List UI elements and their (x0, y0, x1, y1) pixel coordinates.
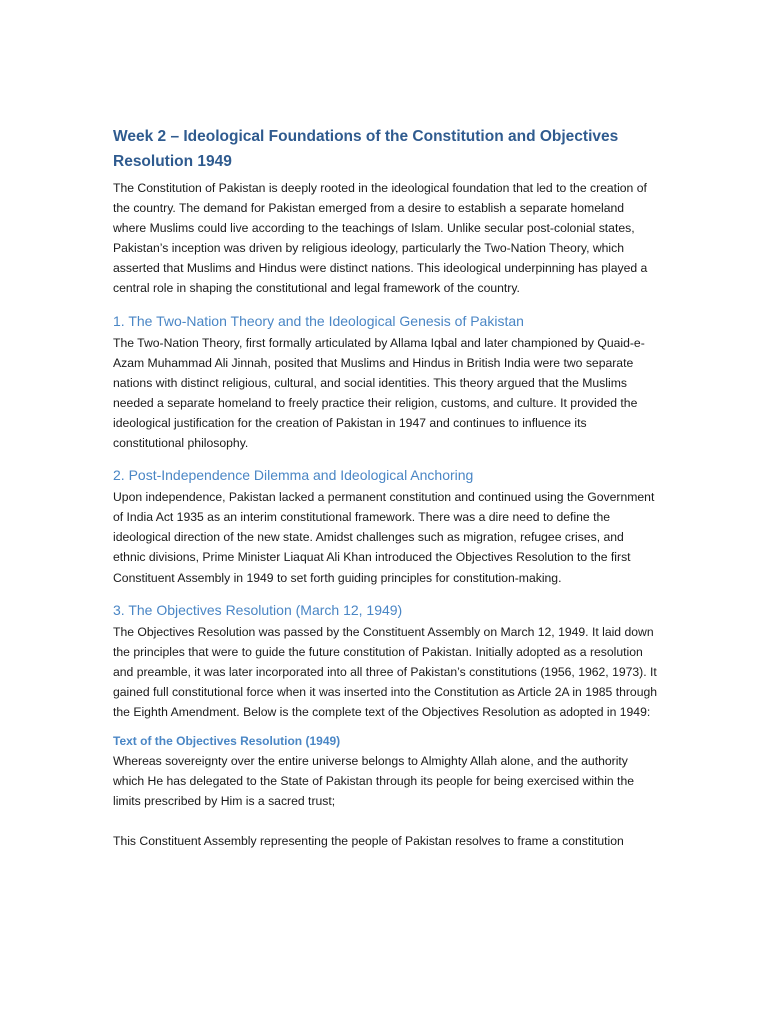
resolution-paragraph-2: This Constituent Assembly representing the people of Pakistan resolves to frame a constitution (113, 834, 624, 849)
resolution-text-subheading: Text of the Objectives Resolution (1949) (113, 734, 341, 749)
section-heading-post-independence: 2. Post-Independence Dilemma and Ideological Anchoring (113, 467, 474, 484)
section-body-post-independence: Upon independence, Pakistan lacked a permanent constitution and continued using the Government of India Act 1935 as an interim constitutional framework. There was a dire need to define the ideological direction of the new state. Amidst challenges such as migration, refugee crises, and ethnic divisions, Prime Minister Liaquat Ali Khan introduced the Objectives Resolution to the first Constituent Assembly in 1949 to set forth guiding principles for constitution-making. (113, 490, 655, 585)
section-body-objectives-resolution: The Objectives Resolution was passed by the Constituent Assembly on March 12, 1949. It laid down the principles that were to guide the future constitution of Pakistan. Initially adopted as a resolution and preamble, it was later incorporated into all three of Pakistan’s constitutions (1956, 1962, 1973). It gained full constitutional force when it was inserted into the Constitution as Article 2A in 1985 through the Eighth Amendment. Below is the complete text of the Objectives Resolution as adopted in 1949: (113, 624, 658, 719)
document-page (113, 124, 658, 851)
section-heading-two-nation-theory: 1. The Two-Nation Theory and the Ideological Genesis of Pakistan (113, 312, 524, 329)
resolution-paragraph-1: Whereas sovereignty over the entire universe belongs to Almighty Allah alone, and the authority which He has delegated to the State of Pakistan through its people for being exercised within the limits prescribed by Him is a sacred trust; (113, 754, 635, 809)
section-body-two-nation-theory: The Two-Nation Theory, first formally articulated by Allama Iqbal and later championed by Quaid-e-Azam Muhammad Ali Jinnah, posited that Muslims and Hindus in British India were two separate nations with distinct religious, cultural, and social identities. This theory argued that the Muslims needed a separate homeland to freely practice their religion, customs, and culture. It provided the ideological justification for the creation of Pakistan in 1947 and continues to influence its constitutional philosophy. (113, 335, 645, 451)
document-title: Week 2 – Ideological Foundations of the Constitution and Objectives Resolution 1949 (113, 128, 619, 170)
paragraph-spacer (113, 811, 658, 831)
intro-paragraph: The Constitution of Pakistan is deeply rooted in the ideological foundation that led to the creation of the country. The demand for Pakistan emerged from a desire to establish a separate homeland where Muslims could live according to the teachings of Islam. Unlike secular post-colonial states, Pakistan’s inception was driven by religious ideology, particularly the Two-Nation Theory, which asserted that Muslims and Hindus were distinct nations. This ideological underpinning has played a central role in shaping the constitutional and legal framework of the country. (113, 181, 648, 296)
section-heading-objectives-resolution: 3. The Objectives Resolution (March 12, 1949) (113, 601, 403, 618)
